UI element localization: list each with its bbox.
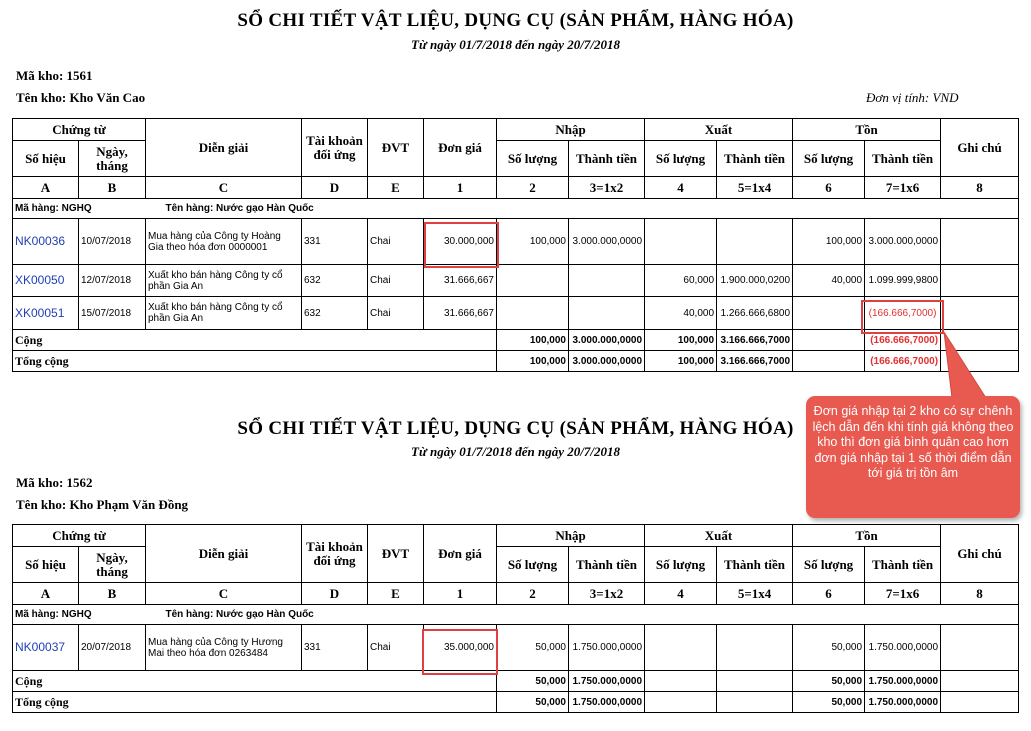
header-in: Nhập (497, 525, 645, 547)
col-code: 2 (497, 177, 569, 199)
voucher-date: 10/07/2018 (79, 219, 146, 265)
header-price: Đơn giá (424, 525, 497, 583)
total-label: Tổng cộng (13, 351, 497, 372)
total-out-qty: 100,000 (645, 351, 717, 372)
voucher-link[interactable]: NK00037 (13, 625, 79, 671)
row-price: 30.000,000 (424, 219, 497, 265)
col-code: 8 (941, 583, 1019, 605)
col-code: C (146, 583, 302, 605)
header-uom: ĐVT (368, 525, 424, 583)
subtotal-bal-qty: 50,000 (793, 671, 865, 692)
header-bal-qty: Số lượng (793, 141, 865, 177)
header-in: Nhập (497, 119, 645, 141)
row-account: 331 (302, 219, 368, 265)
row-description: Mua hàng của Công ty Hương Mai theo hóa đơn 0263484 (146, 625, 302, 671)
item-code: Mã hàng: NGHQ Tên hàng: Nước gạo Hàn Quốc (13, 605, 368, 625)
header-description: Diễn giải (146, 525, 302, 583)
header-balance: Tồn (793, 119, 941, 141)
warehouse-code: Mã kho: 1561 (16, 68, 93, 83)
header-price: Đơn giá (424, 119, 497, 177)
header-out: Xuất (645, 525, 793, 547)
subtotal-label: Cộng (13, 671, 497, 692)
header-description: Diễn giải (146, 119, 302, 177)
header-out-amount: Thành tiền (717, 547, 793, 583)
col-code: 6 (793, 583, 865, 605)
voucher-link[interactable]: NK00036 (13, 219, 79, 265)
header-note: Ghi chú (941, 525, 1019, 583)
row-bal-amount: 1.099.999,9800 (865, 265, 941, 297)
report-title: SỔ CHI TIẾT VẬT LIỆU, DỤNG CỤ (SẢN PHẨM, HÀNG HÓA) (237, 10, 794, 31)
header-bal-amount: Thành tiền (865, 547, 941, 583)
subtotal-out-amount: 3.166.666,7000 (717, 330, 793, 351)
col-code: C (146, 177, 302, 199)
item-name: Tên hàng: Nước gạo Hàn Quốc (165, 203, 314, 214)
row-in-amount: 3.000.000,0000 (569, 219, 645, 265)
header-uom: ĐVT (368, 119, 424, 177)
total-in-qty: 50,000 (497, 692, 569, 713)
row-bal-qty: 100,000 (793, 219, 865, 265)
col-code: 5=1x4 (717, 583, 793, 605)
total-out-amount: 3.166.666,7000 (717, 351, 793, 372)
col-code: 3=1x2 (569, 177, 645, 199)
row-uom: Chai (368, 625, 424, 671)
header-voucher-date: Ngày, tháng (79, 547, 146, 583)
header-balance: Tồn (793, 525, 941, 547)
row-in-amount: 1.750.000,0000 (569, 625, 645, 671)
total-label: Tổng cộng (13, 692, 497, 713)
col-code: 7=1x6 (865, 177, 941, 199)
warehouse-name: Tên kho: Kho Phạm Văn Đồng (16, 497, 189, 512)
subtotal-bal-amount: 1.750.000,0000 (865, 671, 941, 692)
row-uom: Chai (368, 297, 424, 330)
callout-note: Đơn giá nhập tại 2 kho có sự chênh lệch dẫn đến khi tính giá không theo kho thì đơn giá bình quân cao hơn đơn giá nhập tại 1 số thời điểm dẫn tới giá trị tồn âm (806, 396, 1020, 518)
col-code: 1 (424, 177, 497, 199)
row-description: Mua hàng của Công ty Hoàng Gia theo hóa đơn 0000001 (146, 219, 302, 265)
row-account: 632 (302, 297, 368, 330)
voucher-link[interactable]: XK00050 (13, 265, 79, 297)
col-code: 8 (941, 177, 1019, 199)
report-title: SỔ CHI TIẾT VẬT LIỆU, DỤNG CỤ (SẢN PHẨM, HÀNG HÓA) (237, 418, 794, 439)
header-out-qty: Số lượng (645, 547, 717, 583)
header-voucher-no: Số hiệu (13, 141, 79, 177)
item-name: Tên hàng: Nước gạo Hàn Quốc (165, 609, 314, 620)
subtotal-bal-amount: (166.666,7000) (865, 330, 941, 351)
row-out-qty: 60,000 (645, 265, 717, 297)
col-code: D (302, 177, 368, 199)
col-code: 7=1x6 (865, 583, 941, 605)
subtotal-in-amount: 1.750.000,0000 (569, 671, 645, 692)
subtotal-label: Cộng (13, 330, 497, 351)
row-description: Xuất kho bán hàng Công ty cổ phần Gia An (146, 265, 302, 297)
row-uom: Chai (368, 265, 424, 297)
row-out-amount: 1.266.666,6800 (717, 297, 793, 330)
voucher-date: 12/07/2018 (79, 265, 146, 297)
total-in-qty: 100,000 (497, 351, 569, 372)
col-code: 5=1x4 (717, 177, 793, 199)
row-price: 35.000,000 (424, 625, 497, 671)
header-note: Ghi chú (941, 119, 1019, 177)
header-voucher-date: Ngày, tháng (79, 141, 146, 177)
row-bal-amount: 1.750.000,0000 (865, 625, 941, 671)
header-out: Xuất (645, 119, 793, 141)
row-price: 31.666,667 (424, 265, 497, 297)
subtotal-out-qty: 100,000 (645, 330, 717, 351)
col-code: B (79, 583, 146, 605)
row-bal-qty: 50,000 (793, 625, 865, 671)
total-bal-qty: 50,000 (793, 692, 865, 713)
header-bal-qty: Số lượng (793, 547, 865, 583)
col-code: 3=1x2 (569, 583, 645, 605)
row-out-amount: 1.900.000,0200 (717, 265, 793, 297)
col-code: 2 (497, 583, 569, 605)
warehouse-code: Mã kho: 1562 (16, 475, 93, 490)
header-out-qty: Số lượng (645, 141, 717, 177)
row-out-qty: 40,000 (645, 297, 717, 330)
col-code: 6 (793, 177, 865, 199)
col-code: A (13, 177, 79, 199)
total-bal-amount: 1.750.000,0000 (865, 692, 941, 713)
header-in-amount: Thành tiền (569, 141, 645, 177)
subtotal-in-qty: 100,000 (497, 330, 569, 351)
voucher-date: 15/07/2018 (79, 297, 146, 330)
header-bal-amount: Thành tiền (865, 141, 941, 177)
col-code: A (13, 583, 79, 605)
total-in-amount: 1.750.000,0000 (569, 692, 645, 713)
report-subtitle: Từ ngày 01/7/2018 đến ngày 20/7/2018 (411, 444, 620, 459)
row-account: 632 (302, 265, 368, 297)
voucher-date: 20/07/2018 (79, 625, 146, 671)
col-code: E (368, 583, 424, 605)
header-voucher-no: Số hiệu (13, 547, 79, 583)
row-uom: Chai (368, 219, 424, 265)
header-account: Tài khoản đối ứng (302, 525, 368, 583)
col-code: 4 (645, 583, 717, 605)
header-account: Tài khoản đối ứng (302, 119, 368, 177)
col-code: 1 (424, 583, 497, 605)
row-in-qty: 100,000 (497, 219, 569, 265)
col-code: B (79, 177, 146, 199)
col-code: E (368, 177, 424, 199)
header-in-qty: Số lượng (497, 547, 569, 583)
header-voucher: Chứng từ (13, 525, 146, 547)
currency-unit: Đơn vị tính: VND (866, 90, 959, 105)
header-out-amount: Thành tiền (717, 141, 793, 177)
col-code: D (302, 583, 368, 605)
row-account: 331 (302, 625, 368, 671)
warehouse-name: Tên kho: Kho Văn Cao (16, 90, 146, 105)
header-in-amount: Thành tiền (569, 547, 645, 583)
row-description: Xuất kho bán hàng Công ty cổ phần Gia An (146, 297, 302, 330)
total-bal-amount: (166.666,7000) (865, 351, 941, 372)
col-code: 4 (645, 177, 717, 199)
row-bal-amount: 3.000.000,0000 (865, 219, 941, 265)
row-bal-qty: 40,000 (793, 265, 865, 297)
subtotal-in-qty: 50,000 (497, 671, 569, 692)
row-bal-amount: (166.666,7000) (865, 297, 941, 330)
voucher-link[interactable]: XK00051 (13, 297, 79, 330)
header-voucher: Chứng từ (13, 119, 146, 141)
row-in-qty: 50,000 (497, 625, 569, 671)
row-price: 31.666,667 (424, 297, 497, 330)
report-subtitle: Từ ngày 01/7/2018 đến ngày 20/7/2018 (411, 37, 620, 52)
item-code: Mã hàng: NGHQ Tên hàng: Nước gạo Hàn Quốc (13, 199, 368, 219)
subtotal-in-amount: 3.000.000,0000 (569, 330, 645, 351)
total-in-amount: 3.000.000,0000 (569, 351, 645, 372)
header-in-qty: Số lượng (497, 141, 569, 177)
